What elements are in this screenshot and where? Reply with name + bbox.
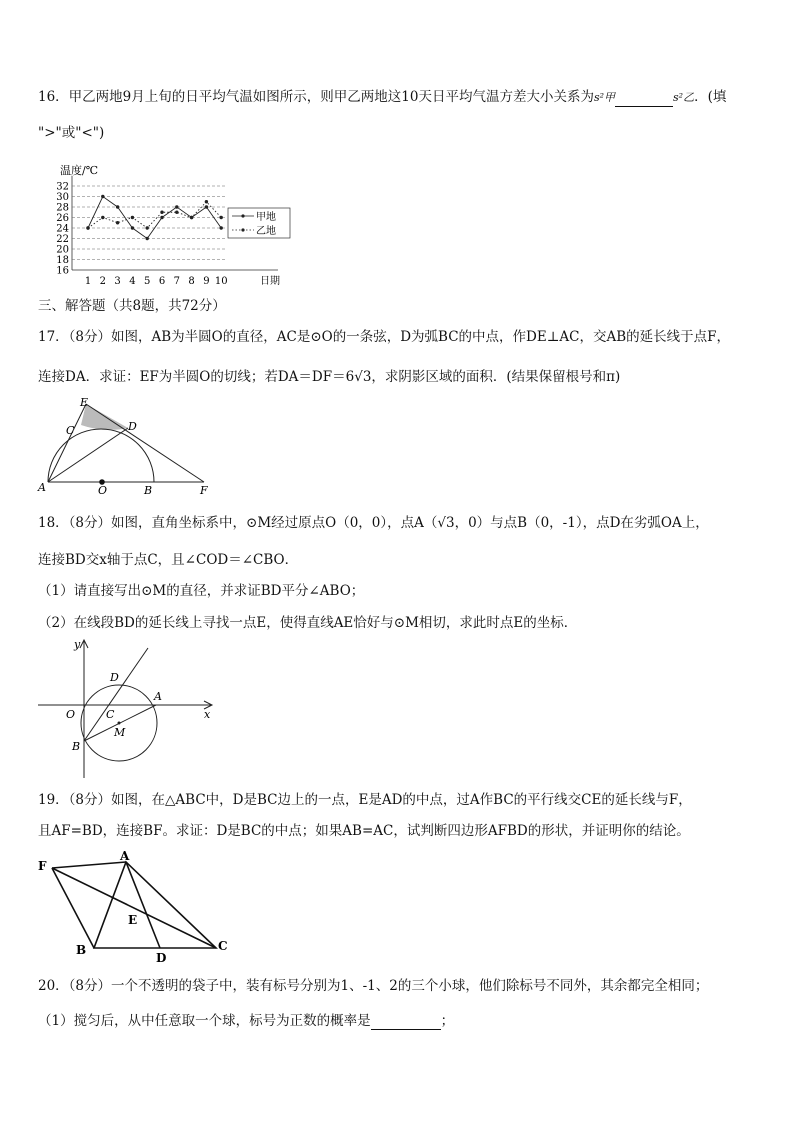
q17-line2: 连接DA．求证：EF为半圆O的切线；若DA＝DF＝6√3，求阴影区域的面积．(结果保留根号和π) (38, 369, 621, 385)
data-point (101, 216, 104, 219)
s-yi: s²乙 (673, 91, 695, 104)
q20-part1 (38, 1011, 454, 1030)
q19-triangle-figure (34, 848, 234, 964)
q19-line1: 19．（8分）如图，在△ABC中，D是BC边上的一点，E是AD的中点，过A作BC的平行线交CE的延长线与F， (38, 792, 692, 808)
y-tick-label: 26 (56, 213, 69, 224)
y-tick-label: 30 (56, 192, 69, 203)
x-tick-label: 10 (214, 276, 228, 287)
section-heading: 三、解答题（共8题，共72分） (38, 298, 226, 314)
q20-part1-text: （1）搅匀后，从中任意取一个球，标号为正数的概率是 (38, 1013, 371, 1029)
q17-semicircle-figure (34, 398, 224, 496)
label-D: D (128, 420, 137, 433)
data-point (220, 226, 223, 229)
data-point (101, 195, 104, 198)
data-point (131, 216, 134, 219)
label-A: A (120, 849, 130, 863)
data-point (160, 216, 163, 219)
shaded-region (81, 404, 128, 430)
chart-xlabel: 日期 (260, 276, 280, 287)
x-tick-label: 2 (99, 276, 106, 287)
y-tick-label: 18 (56, 255, 69, 266)
label-B: B (76, 943, 87, 957)
legend-yi: 乙地 (256, 226, 276, 237)
x-tick-label: 6 (158, 276, 166, 287)
chart-ylabel: 温度/℃ (60, 164, 99, 177)
data-point (205, 205, 208, 208)
q18-line1: 18．（8分）如图，直角坐标系中，⊙M经过原点O（0，0），点A（√3，0）与点B（0，-1），点D在劣弧OA上， (38, 515, 709, 531)
data-point (220, 216, 223, 219)
data-point (175, 205, 178, 208)
q18-line2: 连接BD交x轴于点C，且∠COD＝∠CBO． (38, 552, 299, 568)
data-point (116, 221, 119, 224)
label-M: M (114, 726, 126, 739)
q18-part1: （1）请直接写出⊙M的直径，并求证BD平分∠ABO； (38, 583, 365, 599)
label-B: B (144, 484, 153, 496)
label-B: B (72, 740, 81, 753)
q20-part1-end: ； (440, 1013, 455, 1029)
x-tick-label: 8 (188, 276, 195, 287)
label-D: D (110, 671, 119, 684)
label-A: A (154, 690, 162, 703)
data-point (160, 211, 163, 214)
q20-answer-blank (371, 1011, 441, 1030)
q18-coordinate-figure (36, 636, 222, 780)
label-x: x (204, 708, 211, 721)
label-C: C (66, 424, 75, 437)
data-point (205, 200, 208, 203)
x-tick-label: 5 (144, 276, 151, 287)
data-point (116, 205, 119, 208)
label-E: E (128, 913, 138, 927)
label-O: O (66, 708, 76, 721)
label-O: O (98, 484, 108, 496)
label-C: C (218, 939, 228, 953)
y-tick-label: 16 (56, 265, 69, 277)
label-A: A (38, 481, 46, 494)
chart-legend (228, 208, 290, 238)
x-tick-label: 3 (114, 276, 121, 287)
q16-line1 (38, 88, 726, 107)
label-C: C (106, 708, 115, 721)
data-point (175, 211, 178, 214)
q20-line1: 20．（8分）一个不透明的袋子中，装有标号分别为1、-1、2的三个小球，他们除标号不同外，其余都完全相同； (38, 978, 709, 994)
x-tick-label: 7 (173, 276, 180, 287)
y-tick-label: 32 (56, 181, 69, 193)
y-tick-label: 22 (56, 234, 69, 245)
legend-jia: 甲地 (256, 212, 276, 223)
label-E: E (80, 398, 89, 409)
y-tick-label: 20 (56, 244, 69, 256)
x-tick-label: 9 (203, 276, 210, 287)
label-F: F (38, 859, 47, 873)
data-point (86, 226, 89, 229)
q19-line2: 且AF=BD，连接BF。求证：D是BC的中点；如果AB=AC，试判断四边形AFBD的形状，并证明你的结论。 (38, 823, 690, 839)
label-y: y (74, 638, 81, 651)
q16-temperature-chart (38, 160, 298, 288)
y-tick-label: 28 (56, 202, 69, 214)
q16-text: 16．甲乙两地9月上旬的日平均气温如图所示，则甲乙两地这10天日平均气温方差大小关系为 (38, 89, 594, 105)
data-point (146, 226, 149, 229)
q16-answer-blank (615, 88, 673, 107)
series-line-yi (88, 202, 221, 228)
data-point (131, 226, 134, 229)
y-tick-label: 24 (56, 223, 69, 235)
label-D: D (156, 951, 167, 964)
data-point (190, 216, 193, 219)
s-jia: s²甲 (593, 91, 616, 104)
data-point (146, 237, 149, 240)
label-F: F (200, 484, 208, 496)
q17-line1: 17．（8分）如图，AB为半圆O的直径，AC是⊙O的一条弦，D为弧BC的中点，作DE⊥AC，交AB的延长线于点F， (38, 329, 731, 345)
q16-line2: ">"或"<") (38, 125, 105, 141)
x-tick-label: 4 (129, 276, 136, 287)
x-tick-label: 1 (84, 276, 92, 287)
q16-end: ．(填 (694, 89, 727, 105)
q18-part2: （2）在线段BD的延长线上寻找一点E，使得直线AE恰好与⊙M相切，求此时点E的坐标． (38, 615, 578, 631)
